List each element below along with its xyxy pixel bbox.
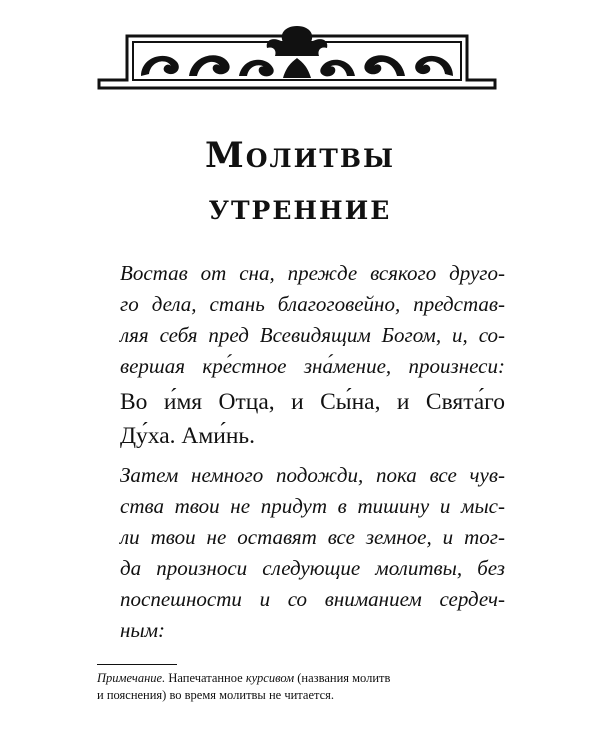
page-title [0, 130, 600, 234]
footnote-emphasis: курсивом [245, 671, 295, 685]
text-line: Ду́ха. Ами́нь. [120, 423, 255, 449]
footnote-text: и пояснения) во время молитвы не читается. [97, 688, 335, 702]
footnote-text: (названия молитв [297, 671, 391, 685]
text-line: ства твои не придут в тишину и мыс- [120, 494, 505, 518]
text-line: ли твои не оставят все земное, и тог- [120, 525, 505, 549]
text-line: Востав от сна, прежде всякого друго- [120, 261, 505, 285]
footnote-text: Напечатанное [168, 671, 243, 685]
instruction-paragraph [120, 460, 505, 646]
footnote-label: Примечание. [97, 671, 166, 685]
text-line: Во и́мя Отца, и Сы́на, и Свята́го [120, 389, 505, 415]
title-line-2: утренние [208, 187, 392, 228]
text-line: ляя себя пред Всевидящим Богом, и, со- [120, 323, 505, 347]
text-line: вершая кре́стное зна́мение, произнеси: [120, 354, 505, 378]
footnote [97, 670, 497, 704]
intro-paragraph [120, 258, 505, 382]
footnote-divider [97, 664, 177, 665]
text-line: ным: [120, 618, 166, 642]
prayer-text [120, 385, 505, 453]
text-line: Затем немного подожди, пока все чув- [120, 463, 505, 487]
text-line: да произноси следующие молитвы, без [120, 556, 505, 580]
decorative-header-ornament [97, 22, 497, 90]
title-line-1: Молитвы [204, 135, 396, 176]
text-line: го дела, стань благоговейно, представ- [120, 292, 505, 316]
text-line: поспешности и со вниманием сердеч- [120, 587, 505, 611]
